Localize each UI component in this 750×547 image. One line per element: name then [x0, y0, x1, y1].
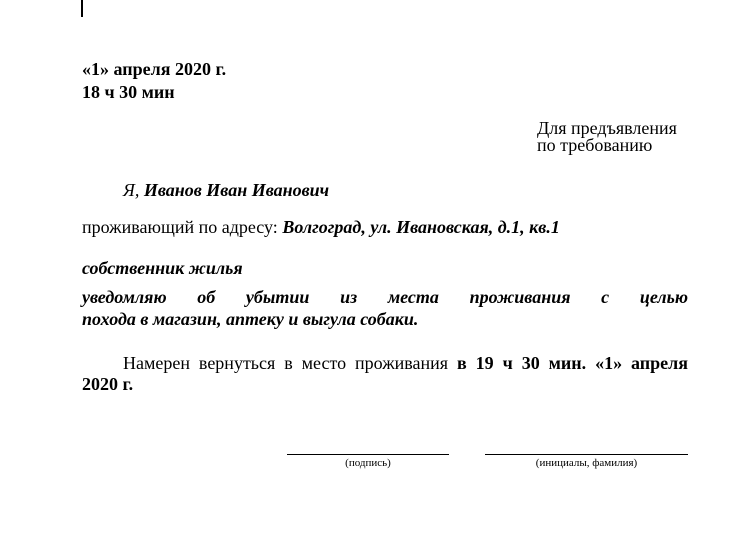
full-name: Иванов Иван Иванович [143, 180, 330, 200]
notice-line-1: уведомляю об убытии из места проживания с целью [82, 287, 688, 307]
presentation-note-line1: Для предъявления [537, 118, 677, 138]
intro-prefix: Я, [123, 180, 140, 200]
intro-line [82, 180, 688, 201]
presentation-note [537, 120, 677, 154]
address-line [82, 217, 688, 238]
address-label: проживающий по адресу: [82, 217, 278, 237]
issued-date-line: «1» апреля 2020 г. [82, 59, 227, 79]
notice-paragraph [82, 286, 688, 330]
return-line-1 [82, 353, 688, 374]
initials-caption: (инициалы, фамилия) [535, 457, 638, 469]
notice-line-2: похода в магазин, аптеку и выгула собаки. [82, 309, 419, 329]
return-paragraph [82, 353, 688, 395]
return-time-bold: в 19 ч 30 мин. «1» апреля [457, 353, 688, 373]
document-header [82, 58, 226, 104]
signature-field [287, 454, 449, 470]
owner-status-line: собственник жилья [82, 258, 243, 278]
return-prefix: Намерен вернуться в место проживания [123, 353, 449, 373]
address-value: Волгоград, ул. Ивановская, д.1, кв.1 [282, 217, 560, 237]
text-cursor [81, 0, 83, 17]
return-line-2: 2020 г. [82, 374, 134, 394]
initials-field [485, 454, 688, 470]
signature-caption: (подпись) [345, 457, 391, 469]
presentation-note-line2: по требованию [537, 135, 653, 155]
issued-time-line: 18 ч 30 мин [82, 82, 175, 102]
